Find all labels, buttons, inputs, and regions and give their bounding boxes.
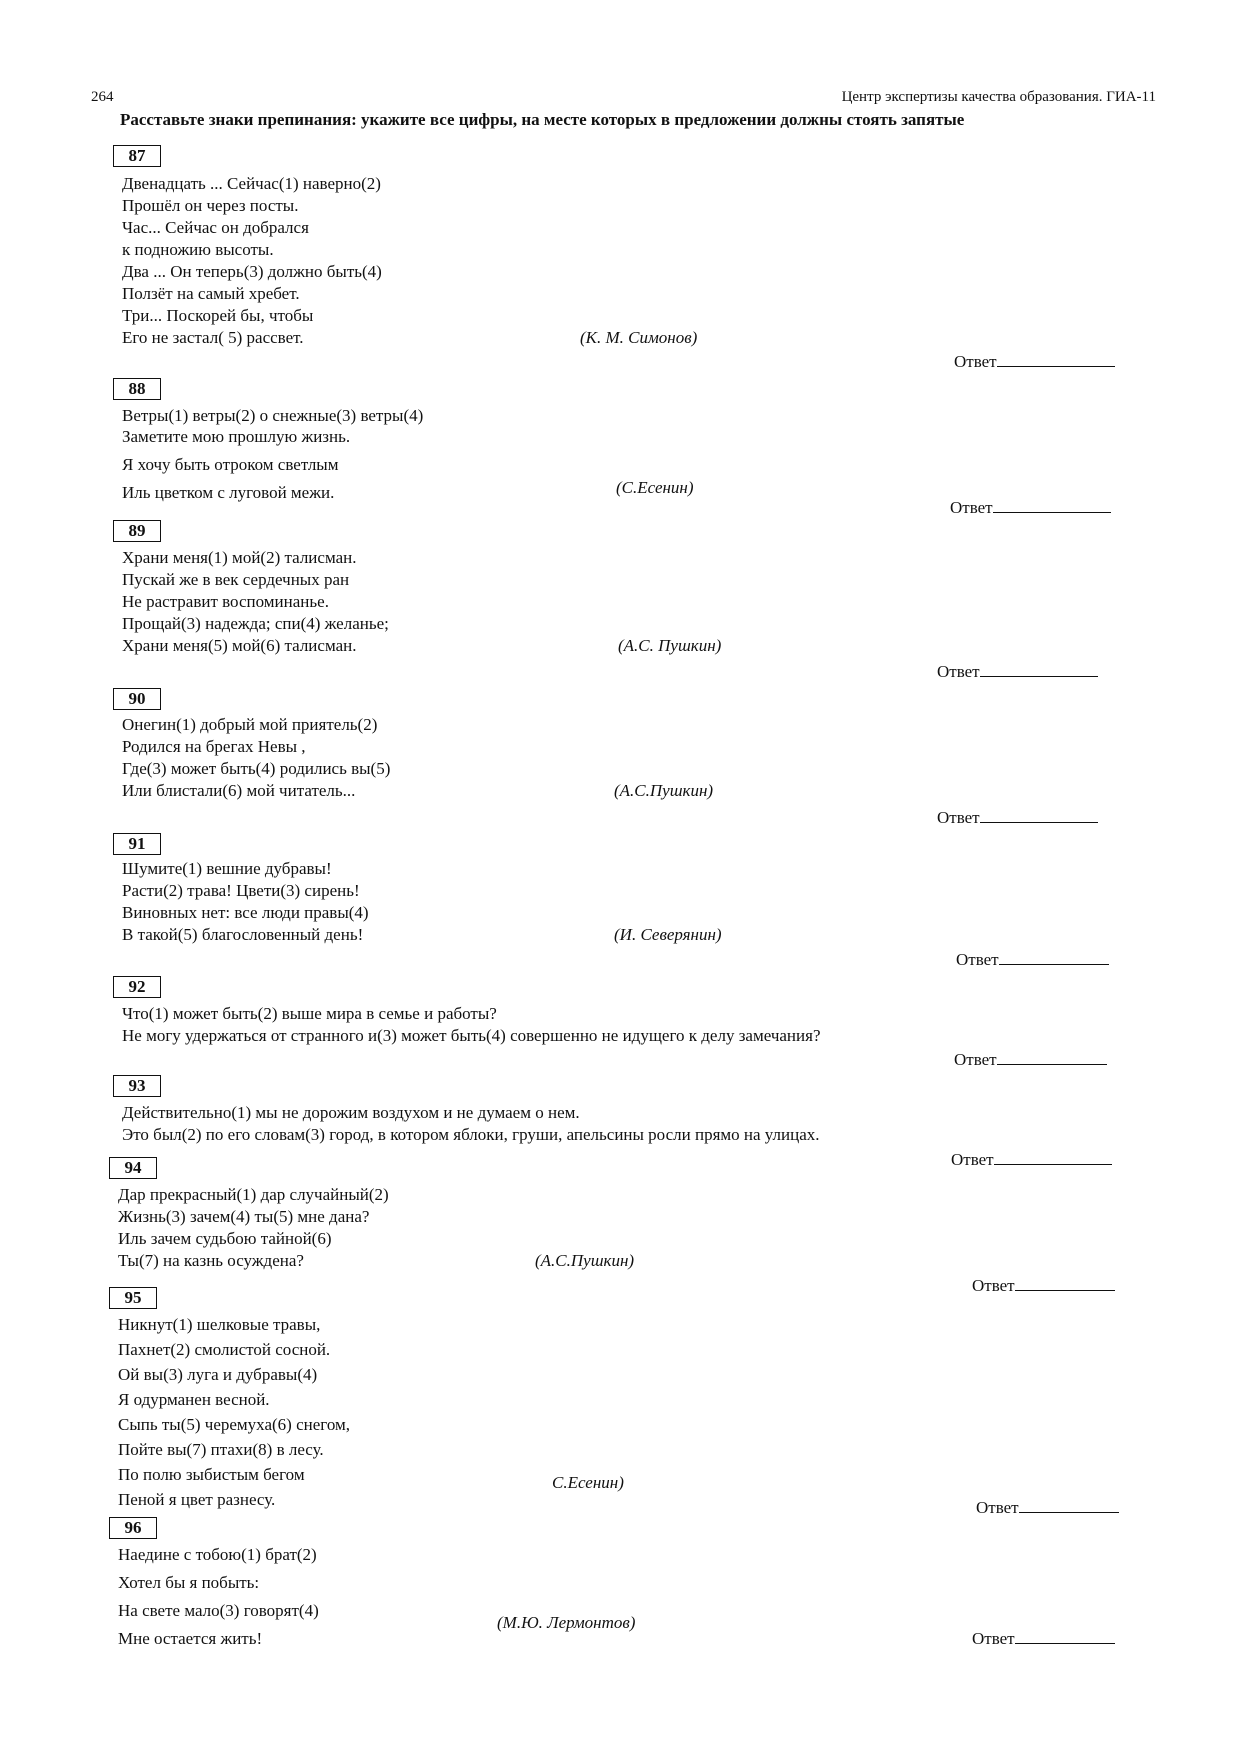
task-line: Час... Сейчас он добрался xyxy=(122,218,309,237)
task-number-box: 91 xyxy=(113,833,161,855)
answer-field[interactable] xyxy=(954,352,1115,372)
task-line: Это был(2) по его словам(3) город, в котором яблоки, груши, апельсины росли прямо на улицах. xyxy=(122,1125,820,1144)
answer-label: Ответ xyxy=(954,352,997,371)
task-number-box: 88 xyxy=(113,378,161,400)
task-line: Пахнет(2) смолистой сосной. xyxy=(118,1340,331,1359)
task-line: Пойте вы(7) птахи(8) в лесу. xyxy=(118,1440,324,1459)
task-line: Храни меня(5) мой(6) талисман. xyxy=(122,636,357,655)
task-number-box: 92 xyxy=(113,976,161,998)
answer-blank-line[interactable] xyxy=(1015,1276,1115,1291)
answer-blank-line[interactable] xyxy=(1015,1629,1115,1644)
answer-label: Ответ xyxy=(972,1629,1015,1648)
answer-blank-line[interactable] xyxy=(999,950,1109,965)
task-author: (И. Северянин) xyxy=(614,925,722,944)
task-number-box: 95 xyxy=(109,1287,157,1309)
answer-blank-line[interactable] xyxy=(980,808,1098,823)
center-name: Центр экспертизы качества образования. ГИА-11 xyxy=(841,89,1156,105)
answer-label: Ответ xyxy=(937,808,980,827)
task-line: Расти(2) трава! Цвети(3) сирень! xyxy=(122,881,360,900)
task-line: Иль зачем судьбою тайной(6) xyxy=(118,1229,332,1248)
instruction-text: Расставьте знаки препинания: укажите все цифры, на месте которых в предложении должны стоять запятые xyxy=(120,110,965,129)
task-author: (А.С.Пушкин) xyxy=(614,781,714,800)
task-line: к подножию высоты. xyxy=(122,240,274,259)
task-author: С.Есенин) xyxy=(552,1473,624,1492)
task-line: Пускай же в век сердечных ран xyxy=(122,570,350,589)
task-line: Заметите мою прошлую жизнь. xyxy=(122,427,351,446)
task-line: Прошёл он через посты. xyxy=(122,196,299,215)
task-line: Я одурманен весной. xyxy=(118,1390,270,1409)
answer-blank-line[interactable] xyxy=(980,662,1098,677)
answer-label: Ответ xyxy=(976,1498,1019,1517)
task-line: Виновных нет: все люди правы(4) xyxy=(122,903,369,922)
task-line: Онегин(1) добрый мой приятель(2) xyxy=(122,715,378,734)
answer-label: Ответ xyxy=(951,1150,994,1169)
task-line: Где(3) может быть(4) родились вы(5) xyxy=(122,759,391,778)
answer-field[interactable] xyxy=(972,1276,1115,1296)
task-line: Мне остается жить! xyxy=(118,1629,263,1648)
answer-field[interactable] xyxy=(976,1498,1119,1518)
task-line: Не могу удержаться от странного и(3) может быть(4) совершенно не идущего к делу замечания? xyxy=(122,1026,821,1045)
task-line: Ой вы(3) луга и дубравы(4) xyxy=(118,1365,318,1384)
task-line: Дар прекрасный(1) дар случайный(2) xyxy=(118,1185,389,1204)
task-line: Ветры(1) ветры(2) о снежные(3) ветры(4) xyxy=(122,406,424,425)
task-line: Наедине с тобою(1) брат(2) xyxy=(118,1545,317,1564)
answer-blank-line[interactable] xyxy=(997,1050,1107,1065)
task-number-box: 96 xyxy=(109,1517,157,1539)
task-author: (С.Есенин) xyxy=(616,478,694,497)
task-line: Родился на брегах Невы , xyxy=(122,737,306,756)
task-line: На свете мало(3) говорят(4) xyxy=(118,1601,319,1620)
answer-field[interactable] xyxy=(956,950,1109,970)
task-line: Шумите(1) вешние дубравы! xyxy=(122,859,332,878)
task-author: (М.Ю. Лермонтов) xyxy=(497,1613,636,1632)
task-line: В такой(5) благословенный день! xyxy=(122,925,364,944)
task-line: Или блистали(6) мой читатель... xyxy=(122,781,356,800)
task-number-box: 87 xyxy=(113,145,161,167)
answer-field[interactable] xyxy=(951,1150,1112,1170)
task-line: Ты(7) на казнь осуждена? xyxy=(118,1251,304,1270)
task-line: Три... Поскорей бы, чтобы xyxy=(122,306,314,325)
answer-field[interactable] xyxy=(954,1050,1107,1070)
task-line: Двенадцать ... Сейчас(1) наверно(2) xyxy=(122,174,381,193)
task-author: (К. М. Симонов) xyxy=(580,328,698,347)
task-number-box: 94 xyxy=(109,1157,157,1179)
task-line: Ползёт на самый хребет. xyxy=(122,284,300,303)
task-author: (А.С.Пушкин) xyxy=(535,1251,635,1270)
answer-field[interactable] xyxy=(972,1629,1115,1649)
task-line: Сыпь ты(5) черемуха(6) снегом, xyxy=(118,1415,350,1434)
answer-field[interactable] xyxy=(937,662,1098,682)
task-number-box: 93 xyxy=(113,1075,161,1097)
task-number-box: 89 xyxy=(113,520,161,542)
task-line: Никнут(1) шелковые травы, xyxy=(118,1315,321,1334)
answer-field[interactable] xyxy=(937,808,1098,828)
answer-label: Ответ xyxy=(972,1276,1015,1295)
answer-label: Ответ xyxy=(956,950,999,969)
task-author: (А.С. Пушкин) xyxy=(618,636,722,655)
task-line: Его не застал( 5) рассвет. xyxy=(122,328,304,347)
answer-label: Ответ xyxy=(954,1050,997,1069)
task-line: Хотел бы я побыть: xyxy=(118,1573,260,1592)
page-number: 264 xyxy=(91,89,114,105)
task-line: Прощай(3) надежда; спи(4) желанье; xyxy=(122,614,389,633)
answer-label: Ответ xyxy=(950,498,993,517)
task-line: Храни меня(1) мой(2) талисман. xyxy=(122,548,357,567)
answer-blank-line[interactable] xyxy=(1019,1498,1119,1513)
answer-blank-line[interactable] xyxy=(994,1150,1112,1165)
answer-blank-line[interactable] xyxy=(997,352,1115,367)
task-line: Жизнь(3) зачем(4) ты(5) мне дана? xyxy=(118,1207,370,1226)
answer-field[interactable] xyxy=(950,498,1111,518)
task-line: Я хочу быть отроком светлым xyxy=(122,455,339,474)
task-line: Два ... Он теперь(3) должно быть(4) xyxy=(122,262,382,281)
task-line: По полю зыбистым бегом xyxy=(118,1465,305,1484)
task-line: Не растравит воспоминанье. xyxy=(122,592,329,611)
answer-label: Ответ xyxy=(937,662,980,681)
answer-blank-line[interactable] xyxy=(993,498,1111,513)
task-number-box: 90 xyxy=(113,688,161,710)
task-line: Что(1) может быть(2) выше мира в семье и работы? xyxy=(122,1004,497,1023)
task-line: Пеной я цвет разнесу. xyxy=(118,1490,276,1509)
task-line: Иль цветком с луговой межи. xyxy=(122,483,335,502)
task-line: Действительно(1) мы не дорожим воздухом и не думаем о нем. xyxy=(122,1103,580,1122)
